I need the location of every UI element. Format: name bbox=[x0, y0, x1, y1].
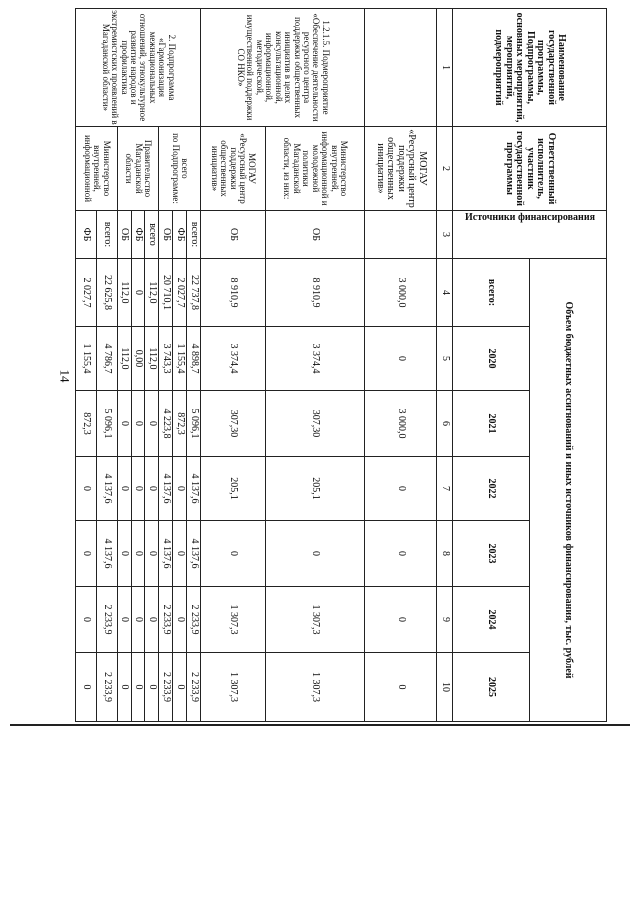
value-cell: 0 bbox=[117, 653, 131, 722]
value-cell: 2 027,7 bbox=[173, 259, 187, 327]
value-cell: 2 233,9 bbox=[96, 653, 117, 722]
value-cell: 0 bbox=[145, 521, 159, 587]
value-cell: 4 137,6 bbox=[96, 457, 117, 521]
value-cell: 0 bbox=[145, 457, 159, 521]
col-number: 7 bbox=[436, 457, 452, 521]
value-cell: 0 bbox=[131, 259, 145, 327]
value-cell: 112,0 bbox=[145, 259, 159, 327]
value-cell: 4 223,8 bbox=[159, 391, 173, 457]
header-year: 2021 bbox=[453, 391, 530, 457]
responsible-subprogram: по Подпрограмме: bbox=[170, 133, 181, 204]
value-cell: 0 bbox=[365, 521, 437, 587]
rotated-table-frame bbox=[75, 8, 607, 721]
landscape-layer bbox=[75, 8, 607, 721]
value-cell: 1 155,4 bbox=[76, 327, 97, 391]
page-number: 14 bbox=[57, 369, 73, 383]
value-cell: 1 155,4 bbox=[173, 327, 187, 391]
value-cell: 0 bbox=[131, 391, 145, 457]
value-cell: 0 bbox=[145, 587, 159, 653]
responsible-total: всего bbox=[180, 158, 191, 179]
value-cell: 0 bbox=[201, 521, 266, 587]
col-number: 1 bbox=[436, 9, 452, 127]
value-cell: 112,0 bbox=[117, 259, 131, 327]
value-cell: 1 307,3 bbox=[201, 653, 266, 722]
value-cell: 0 bbox=[131, 457, 145, 521]
value-cell: 0 bbox=[145, 653, 159, 722]
value-cell: 0 bbox=[131, 653, 145, 722]
table-row bbox=[265, 9, 364, 722]
value-cell: 872,3 bbox=[76, 391, 97, 457]
value-cell: 2 233,9 bbox=[159, 653, 173, 722]
value-cell: 0 bbox=[76, 587, 97, 653]
col-number: 8 bbox=[436, 521, 452, 587]
source-cell bbox=[365, 211, 437, 259]
col-number: 10 bbox=[436, 653, 452, 722]
value-cell: 2 027,7 bbox=[76, 259, 97, 327]
value-cell: 0 bbox=[173, 457, 187, 521]
value-cell: 4 137,6 bbox=[159, 521, 173, 587]
value-cell: 22 737,8 bbox=[187, 259, 201, 327]
col-number: 9 bbox=[436, 587, 452, 653]
value-cell: 4 898,7 bbox=[187, 327, 201, 391]
header-sources bbox=[453, 211, 607, 259]
value-cell: 20 710,1 bbox=[159, 259, 173, 327]
value-cell: 0 bbox=[117, 391, 131, 457]
value-cell: 0 bbox=[117, 587, 131, 653]
name-cell-empty bbox=[365, 9, 437, 127]
value-cell: 0 bbox=[145, 391, 159, 457]
source-cell: ФБ bbox=[76, 211, 97, 259]
responsible-cell: МОГАУ «Ресурсный центр поддержки общественных инициатив» bbox=[201, 127, 266, 211]
value-cell: 307,30 bbox=[201, 391, 266, 457]
value-cell: 8 910,9 bbox=[201, 259, 266, 327]
value-cell: 5 096,1 bbox=[96, 391, 117, 457]
col-number: 2 bbox=[436, 127, 452, 211]
responsible-cell: Министерство внутренней, информационной bbox=[76, 127, 118, 211]
col-number: 5 bbox=[436, 327, 452, 391]
page-divider bbox=[10, 724, 630, 726]
value-cell: 3 374,4 bbox=[265, 327, 364, 391]
value-cell: 205,1 bbox=[265, 457, 364, 521]
value-cell: 4 137,6 bbox=[159, 457, 173, 521]
value-cell: 0 bbox=[131, 521, 145, 587]
value-cell: 0 bbox=[173, 653, 187, 722]
subprogram-name: 2. Подпрограмма «Гармонизация межнациональных отношений, этнокультурное развитие народов и профилактика экстремистских проявлений в Магаданской области» bbox=[76, 9, 201, 127]
value-cell: 3 374,4 bbox=[201, 327, 266, 391]
value-cell: 1 307,3 bbox=[201, 587, 266, 653]
header-year: 2024 bbox=[453, 587, 530, 653]
value-cell: 0 bbox=[117, 457, 131, 521]
source-cell: ОБ bbox=[265, 211, 364, 259]
value-cell: 22 625,8 bbox=[96, 259, 117, 327]
value-cell: 307,30 bbox=[265, 391, 364, 457]
value-cell: 0 bbox=[76, 653, 97, 722]
source-cell: ФБ bbox=[173, 211, 187, 259]
value-cell: 0 bbox=[365, 457, 437, 521]
responsible-cell bbox=[159, 127, 201, 211]
value-cell: 8 910,9 bbox=[265, 259, 364, 327]
value-cell: 0 bbox=[173, 521, 187, 587]
value-cell: 0 bbox=[76, 457, 97, 521]
value-cell: 0 bbox=[365, 653, 437, 722]
value-cell: 5 096,1 bbox=[187, 391, 201, 457]
value-cell: 4 786,7 bbox=[96, 327, 117, 391]
value-cell: 0 bbox=[117, 521, 131, 587]
responsible-cell: Министерство внутренней, информационной и молодежной политики Магаданской области, из них: bbox=[265, 127, 364, 211]
value-cell: 4 137,6 bbox=[187, 521, 201, 587]
table-row bbox=[365, 9, 437, 722]
value-cell: 3 000,0 bbox=[365, 259, 437, 327]
subactivity-name: 1.2.1.5. Подмероприятие «Обеспечение деятельности ресурсного центра поддержки общественных инициатив в целях консультационной, информационной, методической, имущественной поддержки СО НКО» bbox=[201, 9, 365, 127]
value-cell: 205,1 bbox=[201, 457, 266, 521]
header-responsible: Ответственный исполнитель, участник государственной программы bbox=[453, 127, 607, 211]
col-number: 6 bbox=[436, 391, 452, 457]
value-cell: 2 233,9 bbox=[159, 587, 173, 653]
value-cell: 0 bbox=[76, 521, 97, 587]
header-funding: Объем бюджетных ассигнований и иных источников финансирования, тыс. рублей bbox=[530, 259, 607, 722]
value-cell: 0 bbox=[265, 521, 364, 587]
header-year: 2023 bbox=[453, 521, 530, 587]
value-cell: 3 743,3 bbox=[159, 327, 173, 391]
table-row bbox=[187, 9, 201, 722]
value-cell: 0 bbox=[173, 587, 187, 653]
header-name: Наименование государственной программы, Подпрограммы, основных мероприятий, мероприятий, подмероприятий bbox=[453, 9, 607, 127]
col-number: 3 bbox=[436, 211, 452, 259]
header-year: 2020 bbox=[453, 327, 530, 391]
funding-table bbox=[75, 8, 607, 722]
value-cell: 0 bbox=[365, 327, 437, 391]
header-year: 2022 bbox=[453, 457, 530, 521]
value-cell: 0,00 bbox=[131, 327, 145, 391]
value-cell: 0 bbox=[365, 587, 437, 653]
value-cell: 872,3 bbox=[173, 391, 187, 457]
source-cell: ОБ bbox=[201, 211, 266, 259]
header-total: всего: bbox=[453, 259, 530, 327]
source-cell: всего bbox=[145, 211, 159, 259]
value-cell: 112,0 bbox=[145, 327, 159, 391]
value-cell: 3 000,0 bbox=[365, 391, 437, 457]
header-year: 2025 bbox=[453, 653, 530, 722]
header-sources-text: Источники финансирования bbox=[464, 212, 595, 223]
value-cell: 112,0 bbox=[117, 327, 131, 391]
value-cell: 2 233,9 bbox=[187, 587, 201, 653]
source-cell: ОБ bbox=[117, 211, 131, 259]
column-number-row bbox=[436, 9, 452, 722]
value-cell: 2 233,9 bbox=[96, 587, 117, 653]
source-cell: всего: bbox=[96, 211, 117, 259]
value-cell: 4 137,6 bbox=[187, 457, 201, 521]
value-cell: 0 bbox=[131, 587, 145, 653]
source-cell: ФБ bbox=[131, 211, 145, 259]
source-cell: ОБ bbox=[159, 211, 173, 259]
col-number: 4 bbox=[436, 259, 452, 327]
value-cell: 4 137,6 bbox=[96, 521, 117, 587]
value-cell: 2 233,9 bbox=[187, 653, 201, 722]
value-cell: 1 307,3 bbox=[265, 653, 364, 722]
responsible-cell: МОГАУ «Ресурсный центр поддержки общественных инициатив» bbox=[365, 127, 437, 211]
value-cell: 1 307,3 bbox=[265, 587, 364, 653]
responsible-cell: Правительство Магаданской области bbox=[117, 127, 159, 211]
source-cell: всего: bbox=[187, 211, 201, 259]
